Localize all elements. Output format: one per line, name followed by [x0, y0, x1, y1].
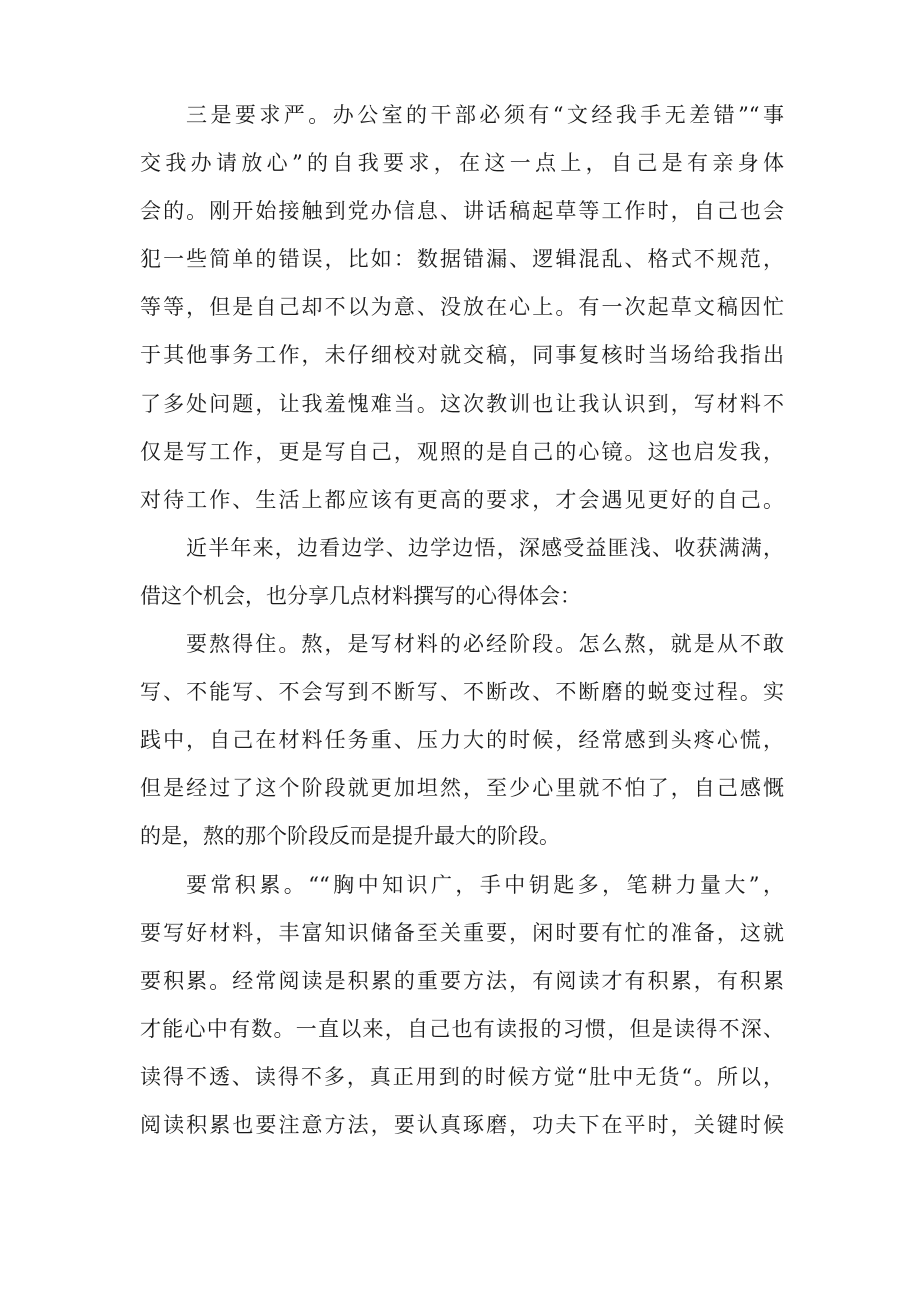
text-line: 阅读积累也要注意方法，要认真琢磨，功夫下在平时，关键时候	[140, 1112, 784, 1137]
text-line: 近半年来，边看边学、边学边悟，深感受益匪浅、收获满满，	[186, 535, 784, 560]
text-line: 了多处问题，让我羞愧难当。这次教训也让我认识到，写材料不	[140, 391, 784, 416]
text-line: 但是经过了这个阶段就更加坦然，至少心里就不怕了，自己感慨	[140, 776, 784, 801]
paragraph-accumulate	[140, 866, 784, 1155]
text-line: 借这个机会，也分享几点材料撰写的心得体会：	[140, 583, 581, 608]
text-line: 要熬得住。熬，是写材料的必经阶段。怎么熬，就是从不敢	[186, 632, 784, 657]
paragraph-requirements-strict	[140, 96, 784, 529]
text-line: 犯一些简单的错误，比如：数据错漏、逻辑混乱、格式不规范，	[140, 247, 784, 272]
text-line: 对待工作、生活上都应该有更高的要求，才会遇见更好的自己。	[140, 487, 784, 512]
paragraph-endure	[140, 625, 784, 865]
text-line: 写、不能写、不会写到不断写、不断改、不断磨的蜕变过程。实	[140, 680, 784, 705]
text-line: 践中，自己在材料任务重、压力大的时候，经常感到头疼心慌，	[140, 728, 784, 753]
text-line: 交我办请放心”的自我要求，在这一点上，自己是有亲身体	[140, 151, 784, 176]
text-line: 才能心中有数。一直以来，自己也有读报的习惯，但是读得不深、	[140, 1016, 784, 1041]
paragraph-intro-sharing	[140, 529, 784, 625]
text-line: 等等，但是自己却不以为意、没放在心上。有一次起草文稿因忙	[140, 295, 784, 320]
text-line: 要积累。经常阅读是积累的重要方法，有阅读才有积累，有积累	[140, 968, 784, 993]
document-body	[140, 96, 784, 1154]
text-line: 的是，熬的那个阶段反而是提升最大的阶段。	[140, 824, 560, 849]
text-line: 会的。刚开始接触到党办信息、讲话稿起草等工作时，自己也会	[140, 199, 784, 224]
text-line: 于其他事务工作，未仔细校对就交稿，同事复核时当场给我指出	[140, 343, 784, 368]
text-line: 要常积累。““胸中知识广，手中钥匙多，笔耕力量大”，	[186, 872, 784, 897]
text-line: 三是要求严。办公室的干部必须有“文经我手无差错”“事	[186, 103, 784, 127]
text-line: 仅是写工作，更是写自己，观照的是自己的心镜。这也启发我，	[140, 439, 784, 464]
text-line: 要写好材料，丰富知识储备至关重要，闲时要有忙的准备，这就	[140, 920, 784, 945]
text-line: 读得不透、读得不多，真正用到的时候方觉“肚中无货“。所以，	[140, 1064, 784, 1089]
